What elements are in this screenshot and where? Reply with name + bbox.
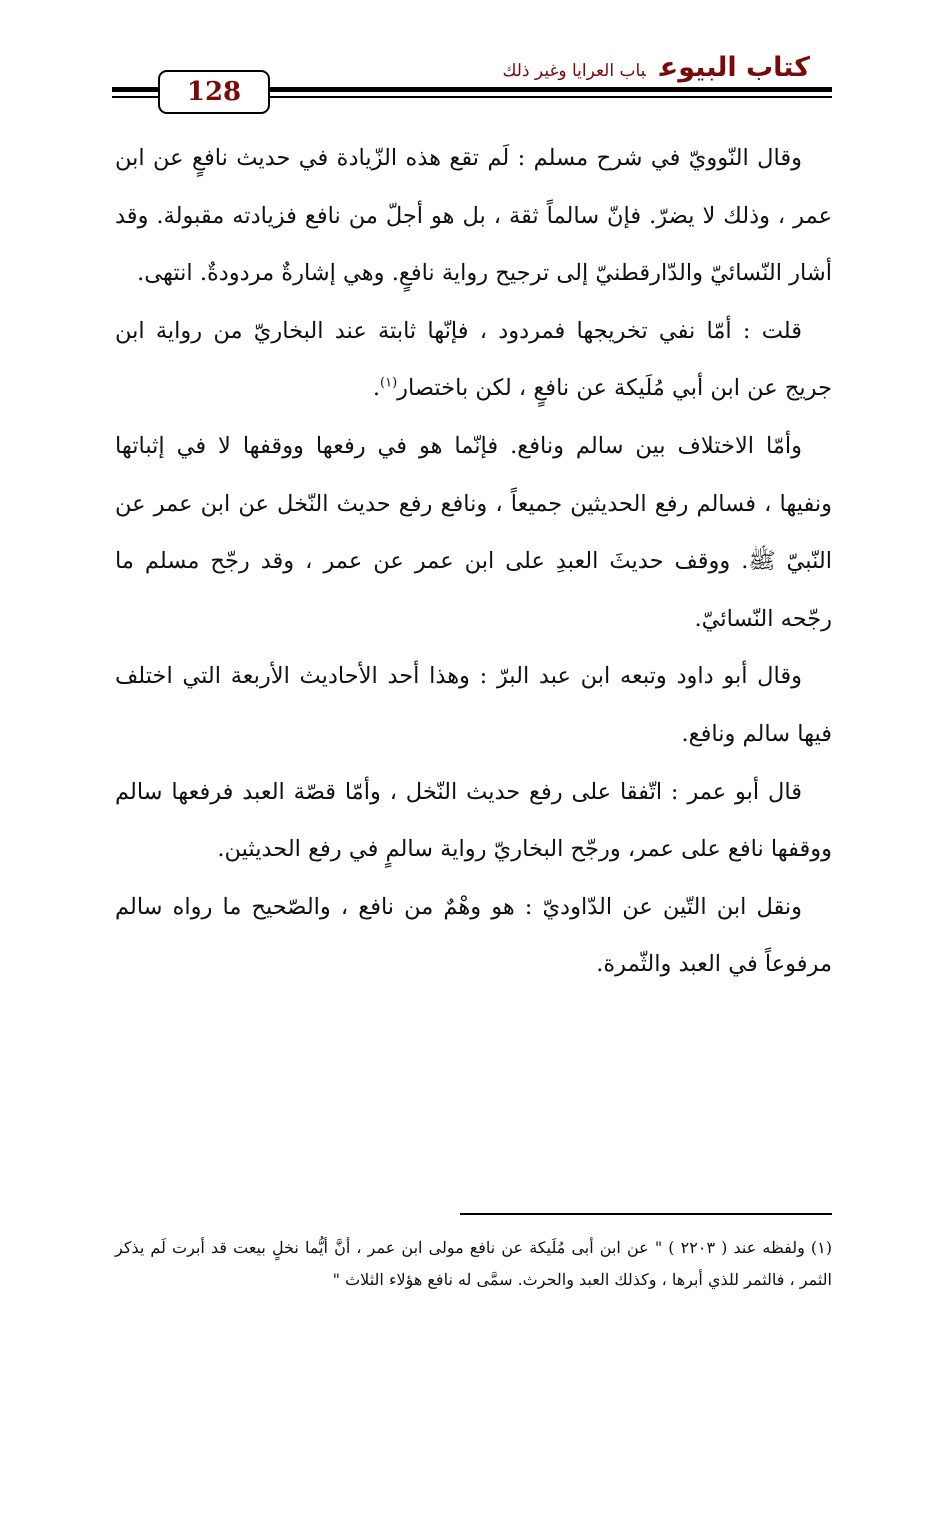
- page-header: [112, 52, 832, 112]
- footnote-reference[interactable]: (١): [380, 375, 398, 391]
- paragraph-2-end: .: [372, 375, 381, 402]
- footnote-divider: [460, 1213, 832, 1215]
- book-title: كتاب البيوع: [659, 52, 810, 83]
- chapter-title: باب العرايا وغير ذلك: [502, 61, 646, 81]
- paragraph-2: [115, 303, 832, 418]
- paragraph-5: قال أبو عمر : اتّفقا على رفع حديث النّخل ، وأمّا قصّة العبد فرفعها سالم ووقفها نافع على عمر، ورجّح البخاريّ رواية سالمٍ في رفع الحديثين.: [115, 778, 832, 863]
- paragraph-4: وقال أبو داود وتبعه ابن عبد البرّ : وهذا أحد الأحاديث الأربعة التي اختلف فيها سالم ونافع.: [115, 663, 832, 747]
- paragraph-2-text: قلت : أمّا نفي تخريجها فمردود ، فإنّها ثابتة عند البخاريّ من رواية ابن جريج عن ابن أبي مُلَيكة عن نافعٍ ، لكن باختصار: [115, 317, 832, 402]
- running-header: [502, 52, 810, 83]
- page-number: 128: [158, 70, 270, 114]
- paragraph-3: وأمّا الاختلاف بين سالم ونافع. فإنّما هو في رفعها ووقفها لا في إثباتها ونفيها ، فسالم رفع الحديثين جميعاً ، ونافع رفع حديث النّخل عن ابن عمر عن النّبيّ ﷺ. ووقف حديثَ العبدِ على ابن عمر عن عمر ، وقد رجّح مسلم ما رجّحه النّسائيّ.: [115, 432, 832, 632]
- paragraph-6: ونقل ابن التّين عن الدّاوديّ : هو وهْمٌ من نافع ، والصّحيح ما رواه سالم مرفوعاً في العبد والثّمرة.: [115, 893, 832, 978]
- footnote: [115, 1232, 832, 1296]
- footnote-text: (١) ولفظه عند ( ٢٢٠٣ ) " عن ابن أبى مُلَيكة عن نافع مولى ابن عمر ، أنَّ أيُّما نخلٍ بيعت قد أبرت لَم يذكر الثمر ، فالثمر للذي أبرها ، وكذلك العبد والحرث. سمَّى له نافع هؤلاء الثلاث ": [115, 1238, 833, 1289]
- paragraph-1: وقال النّوويّ في شرح مسلم : لَم تقع هذه الزّيادة في حديث نافعٍ عن ابن عمر ، وذلك لا يضرّ. فإنّ سالماً ثقة ، بل هو أجلّ من نافع فزيادته مقبولة. وقد أشار النّسائيّ والدّارقطنيّ إلى ترجيح رواية نافعٍ. وهي إشارةٌ مردودةٌ. انتهى.: [115, 145, 832, 287]
- main-text: [115, 130, 832, 994]
